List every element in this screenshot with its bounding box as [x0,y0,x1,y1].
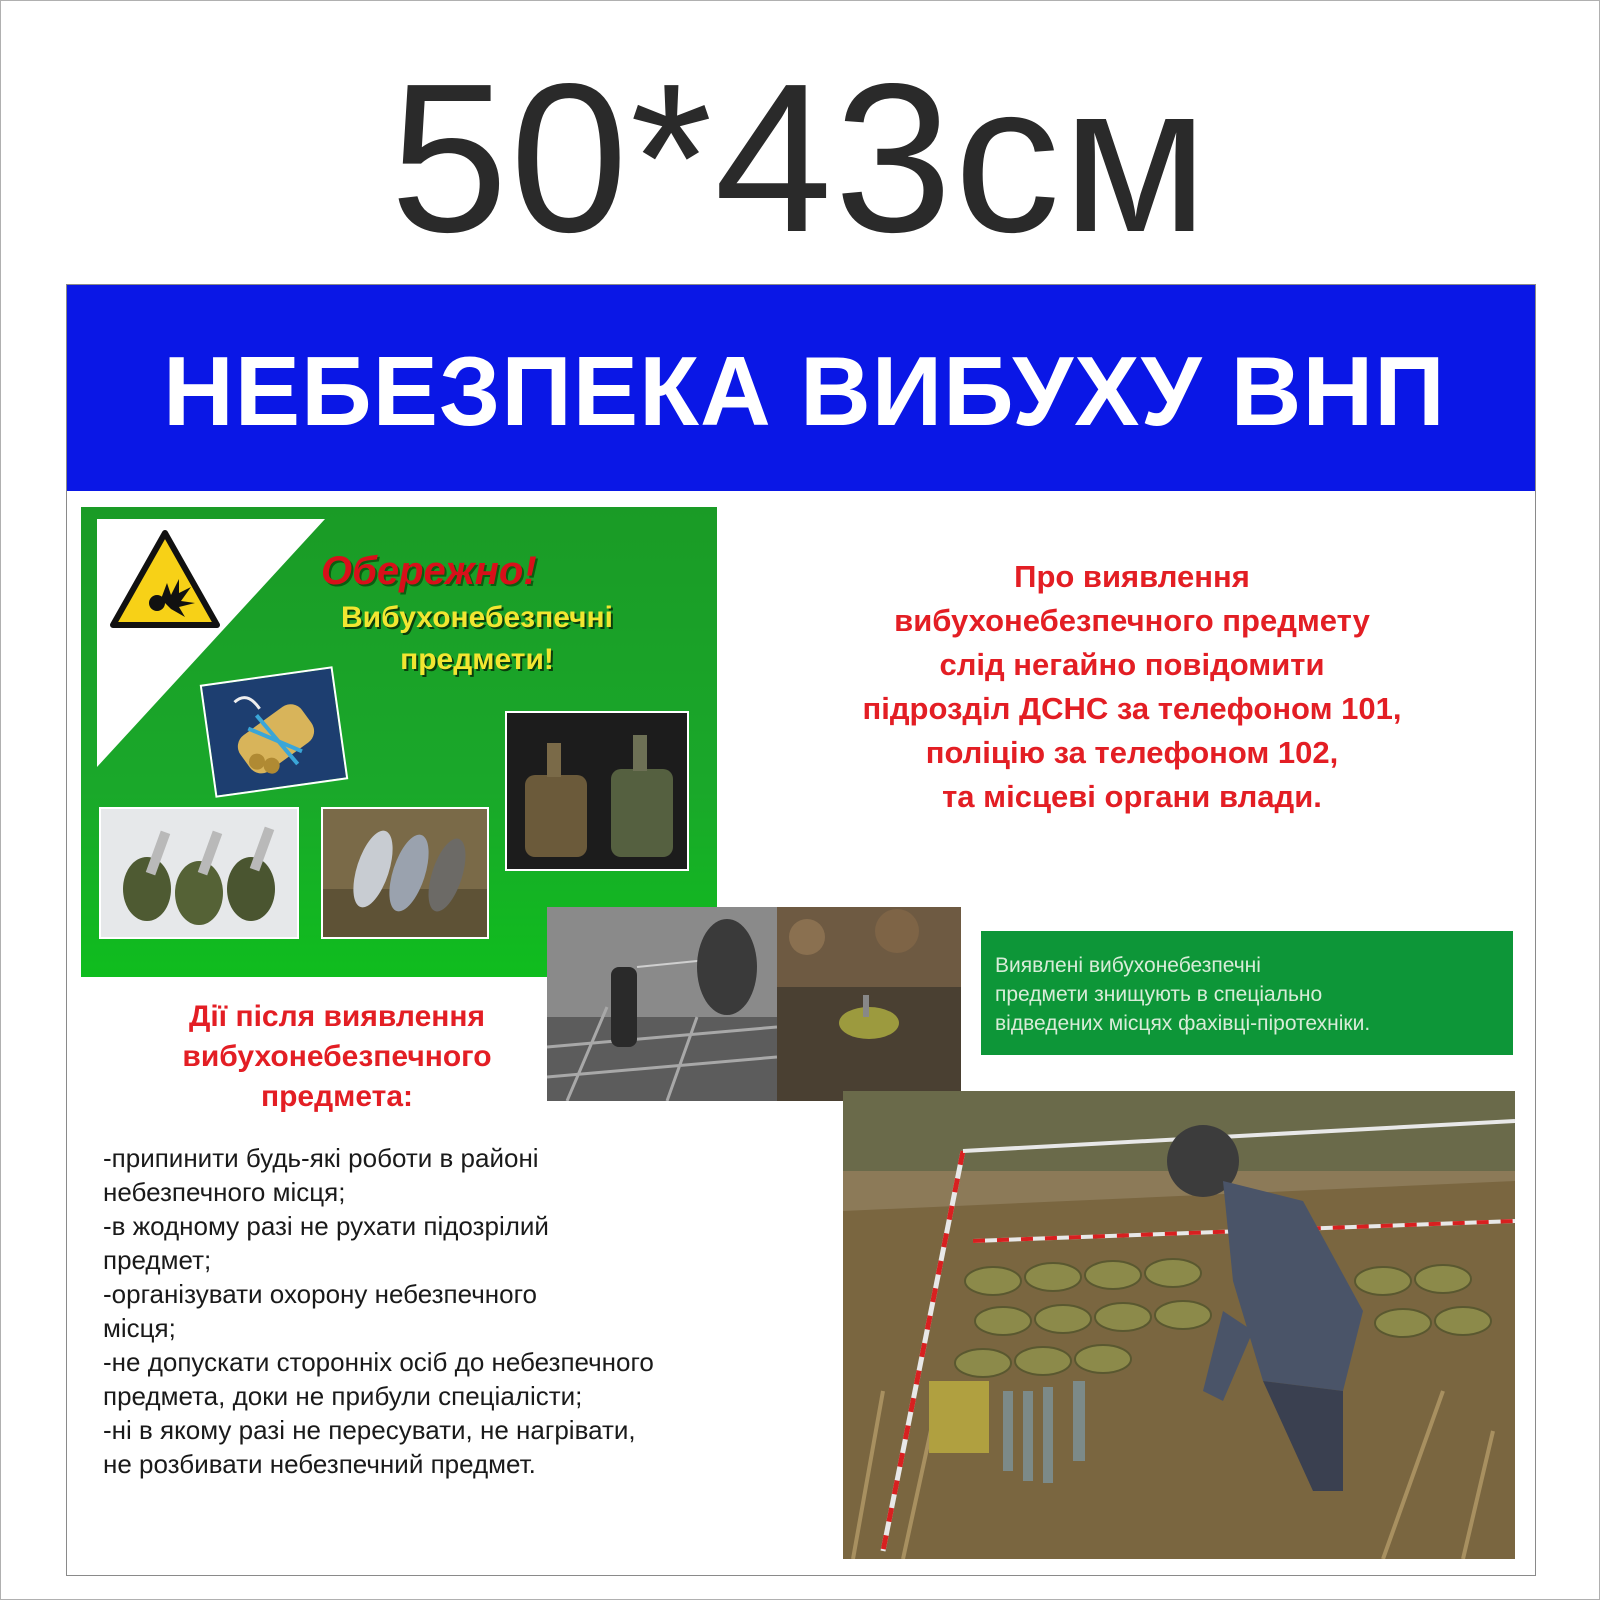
report-line: та місцеві органи влади. [942,779,1322,814]
size-label: 50*43см [390,39,1210,276]
actions-title-line: Дії після виявлення [188,1000,486,1033]
mortar-shells-photo [321,807,489,939]
actions-title [127,997,547,1117]
actions-line: місця; [103,1313,176,1343]
disposal-line: Виявлені вибухонебезпечні [995,954,1261,977]
f1-grenades-photo [99,807,299,939]
actions-line: -припинити будь-які роботи в районі [103,1143,539,1173]
actions-line: -в жодному разі не рухати підозрілий [103,1211,549,1241]
disposal-line: предмети знищують в спеціально [995,983,1323,1006]
caution-heading: Обережно! [321,549,537,593]
report-line: підрозділ ДСНС за телефоном 101, [862,691,1402,726]
actions-line: -ні в якому разі не пересувати, не нагрівати, [103,1415,636,1445]
old-grenades-photo [505,711,689,871]
explosive-hazard-icon [109,529,221,629]
disposal-line: відведених місцях фахівці-піротехніки. [995,1012,1371,1035]
disposal-note [981,931,1513,1055]
report-line: слід негайно повідомити [939,647,1325,682]
actions-line: не розбивати небезпечний предмет. [103,1449,536,1479]
banner-title: НЕБЕЗПЕКА ВИБУХУ ВНП [163,336,1446,446]
landmine-photo [777,907,961,1101]
report-line: вибухонебезпечного предмету [894,603,1370,638]
actions-line: предмета, доки не прибули спеціалісти; [103,1381,583,1411]
explosive-items-line2: предмети! [400,643,554,676]
explosive-items-line1: Вибухонебезпечні [340,601,614,634]
report-line: поліцію за телефоном 102, [925,735,1339,770]
report-instructions [757,555,1507,819]
sapper-demining-photo [843,1091,1515,1559]
actions-line: -не допускати сторонніх осіб до небезпечного [103,1347,654,1377]
actions-list [103,1141,823,1481]
dynamite-photo [200,666,349,798]
actions-line: небезпечного місця; [103,1177,346,1207]
title-banner [67,285,1535,491]
grenade-tripwire-photo [547,907,777,1101]
actions-title-line: вибухонебезпечного [182,1040,492,1073]
actions-line: -організувати охорону небезпечного [103,1279,537,1309]
poster-board [66,284,1536,1576]
report-line: Про виявлення [1014,559,1250,594]
actions-title-line: предмета: [260,1080,414,1113]
actions-line: предмет; [103,1245,212,1275]
